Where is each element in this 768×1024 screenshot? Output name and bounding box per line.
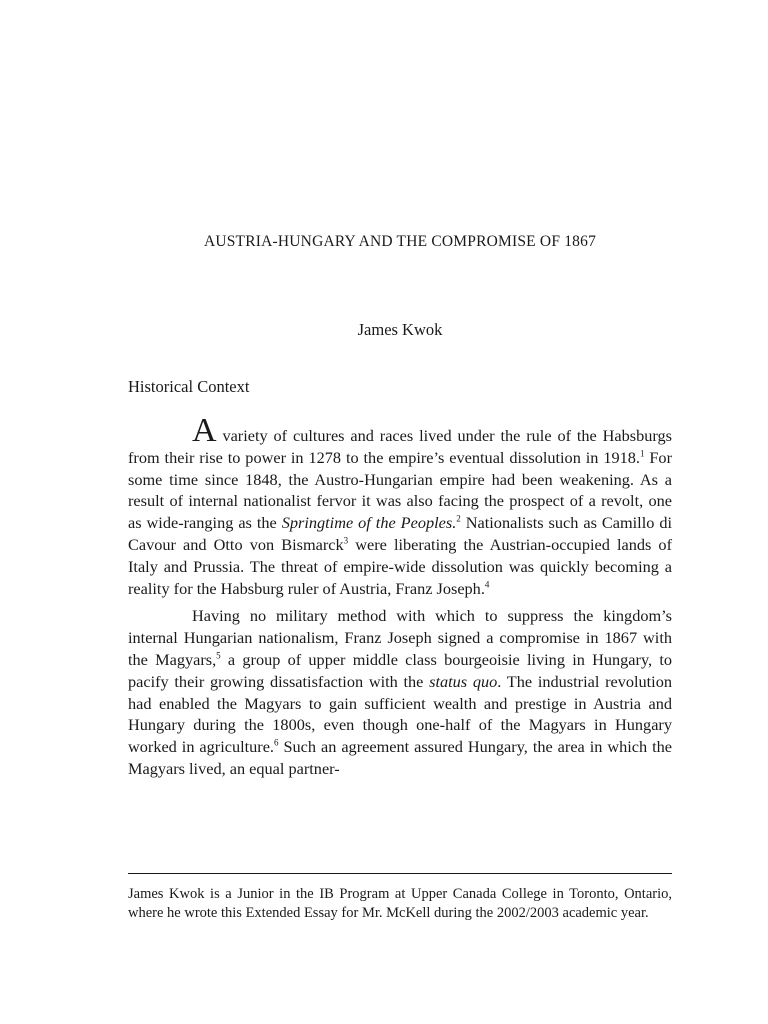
article-title: AUSTRIA-HUNGARY AND THE COMPROMISE OF 1867 <box>203 233 597 250</box>
paragraph-1-text: variety of cultures and races lived under the rule of the Habsburgs from their rise to power in 1278 to the empire’s eventual dissolution in 1918. <box>128 426 672 467</box>
footnote-ref: 3 <box>343 535 349 546</box>
footnote-ref: 4 <box>484 579 490 590</box>
paragraph-2-text: a group of upper middle class bourgeoisie living in Hungary, to pacify their growing dissatisfaction with the <box>128 649 672 691</box>
italic-phrase: Springtime of the Peoples. <box>281 513 457 533</box>
footnote-ref: 6 <box>274 737 279 748</box>
section-heading: Historical Context <box>128 377 250 396</box>
paragraph-2-text: Having no military method with which to suppress the kingdom’s internal Hungarian nationalism, Franz Joseph signed a compromise in 1867 with the Magyars, <box>128 606 672 669</box>
footnote-ref: 2 <box>456 513 461 524</box>
paragraph-1 <box>128 412 672 599</box>
author-name: James Kwok <box>357 320 443 339</box>
paragraph-1-text: For some time since 1848, the Austro-Hungarian empire had been weakening. As a result of internal nationalist fervor it was also facing the prospect of a revolt, one as wide-ranging as the <box>128 447 672 533</box>
footnote-ref: 1 <box>639 448 645 459</box>
italic-phrase: status quo <box>429 671 498 691</box>
footnote-divider <box>128 873 672 874</box>
body-text <box>128 412 673 786</box>
paragraph-1-text: Nationalists such as Camillo di Cavour and Otto von Bismarck <box>128 513 672 554</box>
paragraph-2 <box>128 605 672 779</box>
paragraph-2-text: . The industrial revolution had enabled the Magyars to gain sufficient wealth and prestige in Austria and Hungary during the 1800s, even though one-half of the Magyars in Hungary worked in agriculture. <box>128 671 672 757</box>
paragraph-1-text: were liberating the Austrian-occupied lands of Italy and Prussia. The threat of empire-wide dissolution was quickly becoming a reality for the Habsburg ruler of Austria, Franz Joseph. <box>128 534 672 598</box>
paragraph-2-text: Such an agreement assured Hungary, the area in which the Magyars lived, an equal partner- <box>128 737 673 778</box>
drop-cap: A <box>192 412 217 449</box>
author-footnote: James Kwok is a Junior in the IB Program at Upper Canada College in Toronto, Ontario, where he wrote this Extended Essay for Mr. McKell during the 2002/2003 academic year. <box>128 886 672 921</box>
footnote-ref: 5 <box>216 650 221 661</box>
